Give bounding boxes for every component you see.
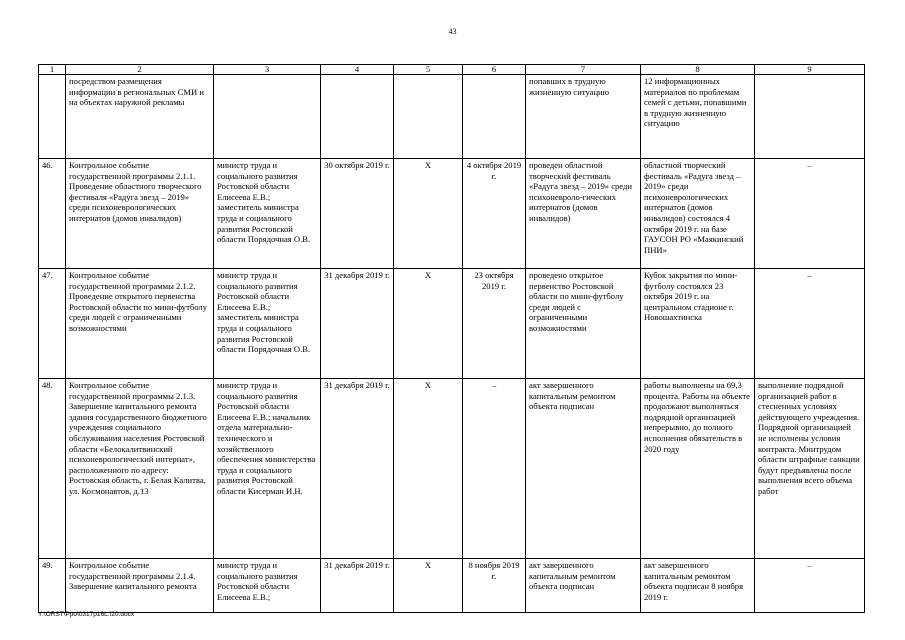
table-row <box>39 269 865 379</box>
row-number: 48. <box>39 379 66 559</box>
header-cell: 8 <box>641 65 755 75</box>
plan-date-cell: 31 декабря 2019 г. <box>321 559 394 613</box>
file-path-footer: Y:\ORST\Ppo\0317p16L.f20.docx <box>38 611 135 618</box>
table-row <box>39 75 865 159</box>
note-cell: – <box>755 269 865 379</box>
responsible-cell <box>214 75 321 159</box>
result-fact-cell: работы выполнены на 69,3 процента. Работы на объекте продолжают выполняться подрядной организацией непрерывно, до полного исполнения обязательств в 2020 году <box>641 379 755 559</box>
result-fact-cell: Кубок закрытия по мини-футболу состоялся 23 октября 2019 г. на центральном стадионе г. Новошахтинска <box>641 269 755 379</box>
result-fact-cell: областной творческий фестиваль «Радуга звезд – 2019» среди психоневрологических интернатов (домов инвалидов) состоялся 4 октября 2019 г. на базе ГАУСОН РО «Маякинский ПНИ» <box>641 159 755 269</box>
row-number: 47. <box>39 269 66 379</box>
result-plan-cell: акт завершенного капитальным ремонтом объекта подписан <box>526 559 641 613</box>
fact-date-cell: 8 ноября 2019 г. <box>463 559 526 613</box>
responsible-cell: министр труда и социального развития Ростовской области Елисеева Е.В.; начальник отдела материально-технического и хозяйственного обеспечения министерства труда и социального развития Ростовской области Кисерман И.Н. <box>214 379 321 559</box>
event-cell: Контрольное событие государственной программы 2.1.4. Завершение капитального ремонта <box>66 559 214 613</box>
row-number: 46. <box>39 159 66 269</box>
plan-date-cell: 30 октября 2019 г. <box>321 159 394 269</box>
note-cell <box>755 75 865 159</box>
responsible-cell: министр труда и социального развития Ростовской области Елисеева Е.В.; заместитель министра труда и социального развития Ростовской области Порядочная О.В. <box>214 269 321 379</box>
table-row <box>39 159 865 269</box>
responsible-cell: министр труда и социального развития Ростовской области Елисеева Е.В.; заместитель министра труда и социального развития Ростовской области Порядочная О.В. <box>214 159 321 269</box>
header-row <box>39 65 865 75</box>
header-cell: 1 <box>39 65 66 75</box>
col5-cell: Х <box>394 159 463 269</box>
plan-date-cell: 31 декабря 2019 г. <box>321 269 394 379</box>
header-cell: 2 <box>66 65 214 75</box>
header-cell: 6 <box>463 65 526 75</box>
fact-date-cell <box>463 75 526 159</box>
note-cell: – <box>755 559 865 613</box>
report-table <box>38 64 865 613</box>
note-cell: – <box>755 159 865 269</box>
table-row <box>39 559 865 613</box>
fact-date-cell: 23 октября 2019 г. <box>463 269 526 379</box>
table-row <box>39 379 865 559</box>
header-cell: 3 <box>214 65 321 75</box>
result-plan-cell: проведен областной творческий фестиваль «Радуга звезд – 2019» среди психоневроло-гических интернатов (домов инвалидов) <box>526 159 641 269</box>
header-cell: 4 <box>321 65 394 75</box>
row-number: 49. <box>39 559 66 613</box>
result-fact-cell: 12 информационных материалов по проблемам семей с детьми, попавшими в трудную жизненную ситуацию <box>641 75 755 159</box>
result-plan-cell: акт завершенного капитальным ремонтом объекта подписан <box>526 379 641 559</box>
col5-cell <box>394 75 463 159</box>
result-plan-cell: проведено открытое первенство Ростовской области по мини-футболу среди людей с ограниченными возможностями <box>526 269 641 379</box>
col5-cell: Х <box>394 559 463 613</box>
plan-date-cell: 31 декабря 2019 г. <box>321 379 394 559</box>
row-number <box>39 75 66 159</box>
header-cell: 9 <box>755 65 865 75</box>
event-cell: Контрольное событие государственной программы 2.1.2. Проведение открытого первенства Ростовской области по мини-футболу среди людей с ограниченными возможностями <box>66 269 214 379</box>
plan-date-cell <box>321 75 394 159</box>
header-cell: 7 <box>526 65 641 75</box>
note-cell: выполнение подрядной организацией работ в стесненных условиях действующего учреждения. Подрядной организацией не исполнены условия контракта. Минтрудом области штрафные санкции будут предъявлены после выполнения всего объема работ <box>755 379 865 559</box>
result-fact-cell: акт завершенного капитальным ремонтом объекта подписан 8 ноября 2019 г. <box>641 559 755 613</box>
header-cell: 5 <box>394 65 463 75</box>
fact-date-cell: 4 октября 2019 г. <box>463 159 526 269</box>
col5-cell: Х <box>394 379 463 559</box>
fact-date-cell: – <box>463 379 526 559</box>
event-cell: посредством размещения информации в региональных СМИ и на объектах наружной рекламы <box>66 75 214 159</box>
result-plan-cell: попавших в трудную жизненную ситуацию <box>526 75 641 159</box>
event-cell: Контрольное событие государственной программы 2.1.3. Завершение капитального ремонта здания государственного бюджетного учреждения социального обслуживания населения Ростовской области «Белокалитвинский психоневрологический интернат», расположенного по адресу: Ростовская область, г. Белая Калитва, ул. Космонавтов, д.13 <box>66 379 214 559</box>
page-number: 43 <box>448 27 457 36</box>
event-cell: Контрольное событие государственной программы 2.1.1. Проведение областного творческого фестиваля «Радуга звезд – 2019» среди психоневрологических интернатов (домов инвалидов) <box>66 159 214 269</box>
col5-cell: Х <box>394 269 463 379</box>
responsible-cell: министр труда и социального развития Ростовской области Елисеева Е.В.; <box>214 559 321 613</box>
